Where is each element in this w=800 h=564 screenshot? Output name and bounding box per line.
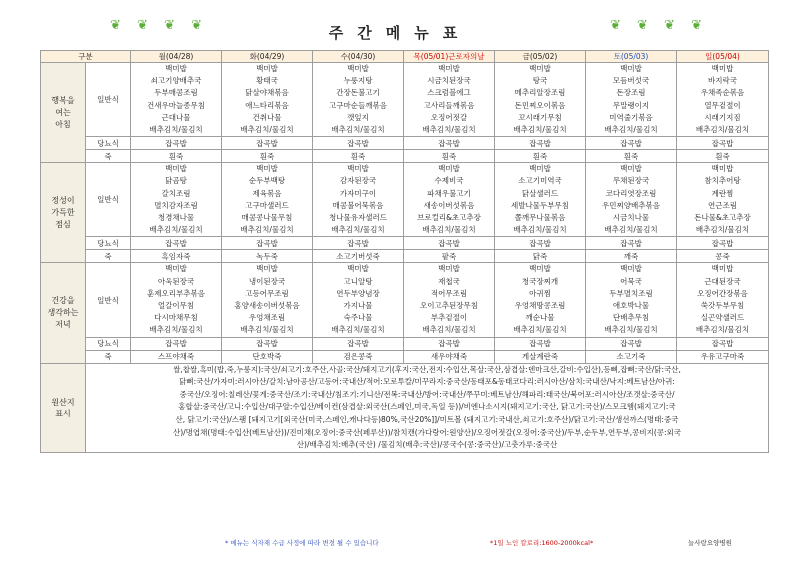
diabetic-cell: 잡곡밥 xyxy=(495,237,586,250)
menu-item: 백미밥 xyxy=(711,164,734,174)
menu-item: 근대나물 xyxy=(161,112,191,122)
menu-item: 배추김치/물김치 xyxy=(604,125,658,135)
menu-item: 아귀찜 xyxy=(529,288,551,298)
menu-item: 백미밥 xyxy=(165,264,187,274)
origin-line: 중국산/오징어:칠레산/꽃게:중국산/조기:국내산/침조기:기니산/전복:국내산/방어:국내산/쭈꾸미:베트남산/해파리:태국산/북어포:러시아산/조갯살:중국산/ xyxy=(179,389,675,399)
porridge-cell: 스프야채죽 xyxy=(131,350,222,363)
menu-item: 모듬버섯국 xyxy=(612,76,650,86)
diabetic-cell: 잡곡밥 xyxy=(131,237,222,250)
menu-item: 메추리알장조림 xyxy=(514,88,566,98)
page-title: 주간메뉴표 xyxy=(328,24,472,42)
origin-line: 닭뼈:국산/가자미:러시아산/갈치:남아공산/고등어:국내산/적어:모로투칼/미꾸라지:중국산/동태포&동태코다리:러시아산/삼치:국내산/낙지:베트남산/아귀: xyxy=(179,377,675,387)
menu-change-note: * 메뉴는 식자재 수급 사정에 따라 변경 될 수 있습니다 xyxy=(225,539,379,547)
header-corner: 구분 xyxy=(41,51,131,63)
origin-label-line: 원산지 xyxy=(51,397,75,407)
menu-item: 두부매콤조림 xyxy=(154,88,198,98)
menu-item: 청경채나물 xyxy=(157,213,195,223)
porridge-cell: 새우야채죽 xyxy=(404,350,495,363)
diabetic-cell: 잡곡밥 xyxy=(313,237,404,250)
menu-item: 배추김치/물김치 xyxy=(240,225,294,235)
menu-item: 백미밥 xyxy=(165,164,187,174)
menu-item: 배추김치/물김치 xyxy=(695,325,750,335)
menu-item: 매콤불어묵볶음 xyxy=(332,200,384,210)
diabetic-cell: 잡곡밥 xyxy=(677,237,769,250)
menu-cell xyxy=(313,263,404,337)
menu-item: 백미밥 xyxy=(438,264,460,274)
menu-item: 고구마순들깨볶음 xyxy=(329,100,387,110)
meal-label-line: 정성이 xyxy=(51,195,75,205)
porridge-cell: 흰죽 xyxy=(313,150,404,163)
day-header: 월(04/28) xyxy=(131,51,222,63)
menu-cell xyxy=(222,63,313,137)
meal-general-row xyxy=(41,263,769,337)
porridge-cell: 팥죽 xyxy=(404,250,495,263)
menu-cell xyxy=(495,63,586,137)
menu-item: 연근조림 xyxy=(708,200,737,210)
menu-item: 백미밥 xyxy=(347,264,369,274)
sprout-decoration-right: ❦ ❦ ❦ ❦ xyxy=(610,18,708,33)
porridge-cell: 흰죽 xyxy=(131,150,222,163)
day-header-holiday: 목(05/01)근로자의날 xyxy=(404,51,495,63)
diabetic-cell: 잡곡밥 xyxy=(222,137,313,150)
day-header: 수(04/30) xyxy=(313,51,404,63)
meal-general-row xyxy=(41,163,769,237)
menu-item: 고등어무조림 xyxy=(245,288,289,298)
menu-item: 미역줄기볶음 xyxy=(609,112,653,122)
porridge-cell: 흰죽 xyxy=(404,150,495,163)
menu-item: 배추김치/물김치 xyxy=(513,225,567,235)
hospital-name: 늘사랑요양병원 xyxy=(688,539,732,547)
diabetic-cell: 잡곡밥 xyxy=(495,337,586,350)
meal-label-line: 저녁 xyxy=(55,320,71,330)
menu-item: 탕국 xyxy=(532,76,548,86)
menu-item: 배추김치/물김치 xyxy=(422,125,476,135)
menu-item: 닭살샐러드 xyxy=(521,188,559,198)
menu-cell xyxy=(404,63,495,137)
menu-item: 단배추무침 xyxy=(612,313,650,323)
porridge-row xyxy=(41,250,769,263)
general-diet-label: 일반식 xyxy=(86,163,131,237)
origin-label-line: 표시 xyxy=(55,408,71,418)
diabetic-cell: 잡곡밥 xyxy=(131,137,222,150)
menu-item: 근대된장국 xyxy=(704,276,741,286)
menu-item: 계란찜 xyxy=(711,188,734,198)
menu-cell xyxy=(586,163,677,237)
menu-item: 우채족순볶음 xyxy=(700,88,745,98)
menu-item: 가지나물 xyxy=(343,301,373,311)
menu-item: 청나물유자샐러드 xyxy=(329,213,387,223)
meal-label xyxy=(41,163,86,263)
menu-item: 순두부백탕 xyxy=(248,176,286,186)
menu-item: 배추김치/물김치 xyxy=(331,325,385,335)
menu-item: 백미밥 xyxy=(438,164,460,174)
menu-item: 배추김치/물김치 xyxy=(604,325,658,335)
origin-line: 산)/배추김치:배추(국산) /물김치(배추:국산)/콩국수(콩:중국산)/고춧가루:중국산 xyxy=(296,440,558,450)
diabetic-label: 당뇨식 xyxy=(86,337,131,350)
menu-item: 백미밥 xyxy=(711,264,734,274)
porridge-cell: 게살계란죽 xyxy=(495,350,586,363)
origin-line: 산, 닭고기:국산)/스팸 [돼지고기[외국산(미국,스페인,캐나다등)80%,국산20%]]/미트볼 (돼지고기:국내산,쇠고기:호주산)/닭고기:국산/생선까스(명태:중국 xyxy=(175,415,679,425)
menu-cell xyxy=(404,163,495,237)
menu-item: 홍양새송이버섯볶음 xyxy=(234,301,300,311)
diabetic-row xyxy=(41,237,769,250)
menu-item: 적어무조림 xyxy=(430,288,468,298)
menu-item: 두부멸치조림 xyxy=(609,288,653,298)
menu-item: 아욱된장국 xyxy=(157,276,195,286)
porridge-cell: 흰죽 xyxy=(586,150,677,163)
menu-item: 돈장조림 xyxy=(616,88,646,98)
general-diet-label: 일반식 xyxy=(86,263,131,337)
origin-line: 산)/명엽채(명태:수입산(베트남산))/진미채(오징어:중국산(페루산))/참치캔(가다랑어:원양산)/오징어젓갈(오징어:중국산)/두부,순두부,연두부,콩비지(콩:외국 xyxy=(172,427,682,437)
menu-item: 건새우마늘종무침 xyxy=(147,100,205,110)
menu-cell xyxy=(677,63,769,137)
menu-cell xyxy=(677,163,769,237)
menu-cell xyxy=(677,263,769,337)
menu-item: 백미밥 xyxy=(256,164,278,174)
menu-item: 코다리엿장조림 xyxy=(605,188,657,198)
menu-cell xyxy=(404,263,495,337)
menu-item: 감자된장국 xyxy=(339,176,377,186)
porridge-label: 죽 xyxy=(86,250,131,263)
menu-item: 배추김치/물김치 xyxy=(149,325,203,335)
menu-item: 배추김치/물김치 xyxy=(513,125,567,135)
menu-item: 세발나물두부무침 xyxy=(511,200,569,210)
diabetic-cell: 잡곡밥 xyxy=(222,337,313,350)
menu-item: 갈치조림 xyxy=(161,188,191,198)
menu-item: 간장돈불고기 xyxy=(336,88,380,98)
diabetic-cell: 잡곡밥 xyxy=(677,337,769,350)
menu-item: 배추김치/물김치 xyxy=(240,125,294,135)
meal-label xyxy=(41,263,86,363)
origin-row xyxy=(41,363,769,452)
menu-item: 백미밥 xyxy=(529,64,551,73)
meal-label-line: 가득한 xyxy=(51,207,75,217)
menu-item: 브로컬리&초고추장 xyxy=(417,213,481,223)
menu-item: 스크럼블에그 xyxy=(427,88,471,98)
menu-item: 돈민찌오이볶음 xyxy=(514,100,566,110)
menu-item: 무채된장국 xyxy=(612,176,650,186)
diabetic-cell: 잡곡밥 xyxy=(586,137,677,150)
porridge-cell: 단호박죽 xyxy=(222,350,313,363)
diabetic-cell: 잡곡밥 xyxy=(131,337,222,350)
menu-item: 고구마샐러드 xyxy=(245,200,289,210)
menu-cell xyxy=(131,263,222,337)
diabetic-cell: 잡곡밥 xyxy=(586,237,677,250)
menu-item: 누룽지탕 xyxy=(343,76,373,86)
meal-label-line: 건강을 xyxy=(51,296,75,306)
menu-item: 매콤콩나물무침 xyxy=(241,213,293,223)
menu-item: 배추김치/물김치 xyxy=(513,325,567,335)
diabetic-cell: 잡곡밥 xyxy=(495,137,586,150)
porridge-cell: 소고기버섯죽 xyxy=(313,250,404,263)
menu-item: 멸치감자조림 xyxy=(154,200,198,210)
porridge-row xyxy=(41,150,769,163)
origin-line: 홍합살:중국산/고니:수입산/대구알:수입산/베이컨(삼겹살:외국산(스페인,미국,독일 등))/비엔나소시지(돼지고기:국산, 닭고기:국산)/스모크햄(돼지고기:국 xyxy=(178,402,676,412)
porridge-cell: 흰죽 xyxy=(677,150,769,163)
menu-item: 깻잎지 xyxy=(347,112,369,122)
origin-label xyxy=(41,363,86,452)
menu-item: 부추겉절이 xyxy=(430,313,468,323)
menu-item: 백미밥 xyxy=(438,64,460,73)
diabetic-cell: 잡곡밥 xyxy=(313,337,404,350)
sprout-decoration-left: ❦ ❦ ❦ ❦ xyxy=(110,18,208,33)
general-diet-label: 일반식 xyxy=(86,63,131,137)
day-header-sunday: 일(05/04) xyxy=(677,51,769,63)
diabetic-cell: 잡곡밥 xyxy=(404,137,495,150)
menu-item: 배추김치/물김치 xyxy=(422,225,476,235)
menu-item: 배추김치/물김치 xyxy=(331,125,385,135)
diabetic-label: 당뇨식 xyxy=(86,237,131,250)
menu-item: 배추김치/물김치 xyxy=(331,225,385,235)
menu-item: 시금치나물 xyxy=(612,213,650,223)
menu-item: 배추김치/물김치 xyxy=(604,225,658,235)
menu-cell xyxy=(586,263,677,337)
meal-label-line: 행복을 xyxy=(51,95,75,105)
menu-item: 배추김치/물김치 xyxy=(695,125,750,135)
diabetic-cell: 잡곡밥 xyxy=(586,337,677,350)
menu-item: 바지락국 xyxy=(708,76,737,86)
porridge-cell: 흰죽 xyxy=(495,150,586,163)
menu-item: 무말랭이지 xyxy=(612,100,650,110)
menu-item: 훈제오리부추볶음 xyxy=(147,288,205,298)
diabetic-label: 당뇨식 xyxy=(86,137,131,150)
menu-item: 제육볶음 xyxy=(252,188,282,198)
day-header: 금(05/02) xyxy=(495,51,586,63)
menu-cell xyxy=(313,163,404,237)
menu-cell xyxy=(222,263,313,337)
menu-item: 건취나물 xyxy=(252,112,282,122)
menu-item: 소고기미역국 xyxy=(518,176,562,186)
porridge-cell: 닭죽 xyxy=(495,250,586,263)
menu-item: 쫄깨무나물볶음 xyxy=(514,213,566,223)
menu-item: 백미밥 xyxy=(347,64,369,73)
diabetic-cell: 잡곡밥 xyxy=(404,237,495,250)
menu-cell xyxy=(222,163,313,237)
menu-item: 쑥갓두부무침 xyxy=(700,301,745,311)
menu-item: 오징어젓갈 xyxy=(430,112,468,122)
menu-item: 쇠고기양배추국 xyxy=(150,76,202,86)
menu-item: 새송이버섯볶음 xyxy=(423,200,475,210)
menu-item: 파채우불고기 xyxy=(427,188,471,198)
meal-general-row xyxy=(41,63,769,137)
menu-item: 꼬시래기무침 xyxy=(518,112,562,122)
porridge-cell: 흑임자죽 xyxy=(131,250,222,263)
menu-item: 배추김치/물김치 xyxy=(422,325,476,335)
porridge-cell: 녹두죽 xyxy=(222,250,313,263)
menu-item: 청국장찌개 xyxy=(521,276,559,286)
menu-item: 재첩국 xyxy=(438,276,460,286)
menu-item: 수제비국 xyxy=(434,176,464,186)
menu-item: 백미밥 xyxy=(529,164,551,174)
diabetic-cell: 잡곡밥 xyxy=(404,337,495,350)
menu-item: 시금치된장국 xyxy=(427,76,471,86)
menu-item: 배추김치/물김치 xyxy=(240,325,294,335)
menu-item: 애느타리볶음 xyxy=(245,100,289,110)
menu-cell xyxy=(495,263,586,337)
menu-item: 황태국 xyxy=(256,76,278,86)
menu-item: 다시마채무침 xyxy=(154,313,198,323)
meal-label-line: 여는 xyxy=(55,107,71,117)
meal-label-line: 아침 xyxy=(55,119,71,129)
menu-item: 배추김치/물김치 xyxy=(149,225,203,235)
menu-item: 백미밥 xyxy=(711,64,734,73)
meal-label xyxy=(41,63,86,163)
diabetic-row xyxy=(41,337,769,350)
menu-item: 우민찌양배추볶음 xyxy=(602,200,660,210)
porridge-label: 죽 xyxy=(86,350,131,363)
porridge-row xyxy=(41,350,769,363)
menu-item: 백미밥 xyxy=(256,264,278,274)
menu-item: 시래기지짐 xyxy=(704,112,741,122)
menu-item: 백미밥 xyxy=(620,264,642,274)
porridge-cell: 콩죽 xyxy=(677,250,769,263)
menu-item: 고니알탕 xyxy=(343,276,373,286)
menu-cell xyxy=(586,63,677,137)
menu-item: 연두부양념장 xyxy=(336,288,380,298)
menu-item: 냉이된장국 xyxy=(248,276,286,286)
header-row xyxy=(41,51,769,63)
day-header: 화(04/29) xyxy=(222,51,313,63)
diabetic-cell: 잡곡밥 xyxy=(677,137,769,150)
menu-item: 배추김치/물김치 xyxy=(149,125,203,135)
menu-item: 오이고추된장무침 xyxy=(420,301,478,311)
diabetic-row xyxy=(41,137,769,150)
porridge-cell: 우유고구마죽 xyxy=(677,350,769,363)
menu-item: 백미밥 xyxy=(620,64,642,73)
meal-label-line: 점심 xyxy=(55,219,71,229)
menu-item: 돈나물&초고추장 xyxy=(694,213,751,223)
menu-item: 배추김치/물김치 xyxy=(695,225,750,235)
porridge-cell: 검은콩죽 xyxy=(313,350,404,363)
menu-item: 가자미구이 xyxy=(339,188,377,198)
calorie-note: *1일 노인 칼로리:1600-2000kcal* xyxy=(490,539,594,547)
menu-item: 백미밥 xyxy=(620,164,642,174)
menu-item: 애호박나물 xyxy=(612,301,650,311)
porridge-cell: 소고기죽 xyxy=(586,350,677,363)
menu-item: 고사리들깨볶음 xyxy=(423,100,475,110)
menu-item: 오징어간장볶음 xyxy=(697,288,748,298)
menu-cell xyxy=(131,63,222,137)
menu-item: 백미밥 xyxy=(165,64,187,73)
menu-item: 백미밥 xyxy=(347,164,369,174)
menu-item: 백미밥 xyxy=(529,264,551,274)
diabetic-cell: 잡곡밥 xyxy=(313,137,404,150)
porridge-cell: 깨죽 xyxy=(586,250,677,263)
menu-item: 참치추어탕 xyxy=(704,176,741,186)
menu-item: 백미밥 xyxy=(256,64,278,73)
menu-cell xyxy=(313,63,404,137)
porridge-cell: 흰죽 xyxy=(222,150,313,163)
menu-item: 숙주나물 xyxy=(343,313,373,323)
porridge-label: 죽 xyxy=(86,150,131,163)
menu-item: 우엉채땅콩조림 xyxy=(514,301,566,311)
menu-item: 닭곰탕 xyxy=(165,176,187,186)
menu-item: 우엉채조림 xyxy=(248,313,286,323)
weekly-menu-table xyxy=(40,50,769,453)
origin-line: 쌀,찹쌀,흑미(밥,죽,누룽지):국산/쇠고기:호주산,사골:국산/돼지고기(후지:국산,전지:수입산,목살:국산,삼겹살:덴마크산,갈비:수입산),등뼈,잡뼈:국산/닭:국산, xyxy=(173,364,681,374)
menu-item: 닭살야채볶음 xyxy=(245,88,289,98)
day-header-saturday: 토(05/03) xyxy=(586,51,677,63)
menu-item: 열무겉절이 xyxy=(704,100,741,110)
menu-item: 얼갈이무침 xyxy=(157,301,195,311)
menu-cell xyxy=(495,163,586,237)
meal-label-line: 생각하는 xyxy=(47,308,79,318)
menu-item: 실곤약샐러드 xyxy=(700,313,745,323)
diabetic-cell: 잡곡밥 xyxy=(222,237,313,250)
menu-cell xyxy=(131,163,222,237)
menu-item: 어묵국 xyxy=(620,276,642,286)
origin-text xyxy=(86,363,769,452)
menu-item: 깨순나물 xyxy=(525,313,555,323)
